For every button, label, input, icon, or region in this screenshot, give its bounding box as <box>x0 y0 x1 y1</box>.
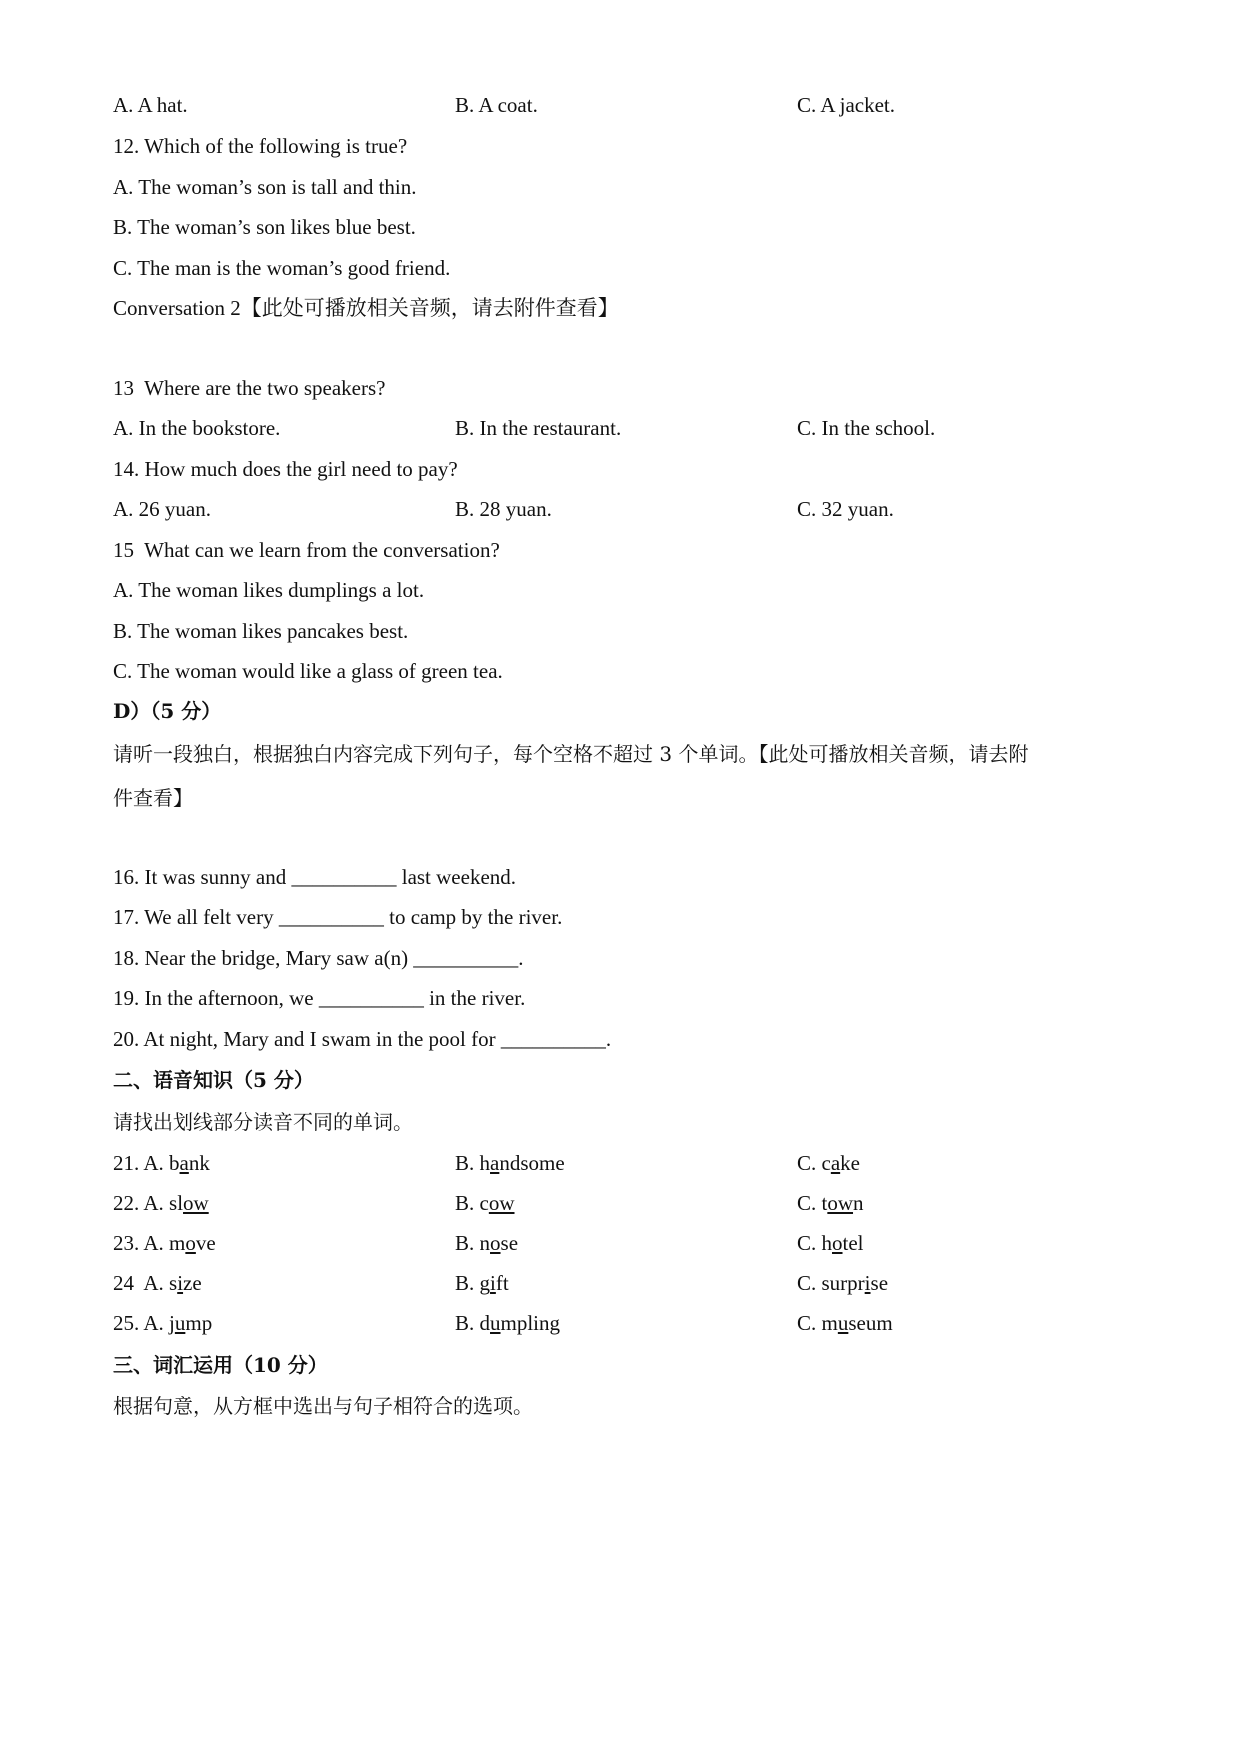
q17-sentence: 17. We all felt very __________ to camp by the river. <box>113 905 563 929</box>
q23-option-b <box>455 1229 518 1257</box>
q24-option-c <box>797 1269 888 1297</box>
q12-option-a: A. The woman’s son is tall and thin. <box>113 175 417 199</box>
q15-option-c: C. The woman would like a glass of green tea. <box>113 659 503 683</box>
q23-number: 23. A. <box>113 1231 170 1255</box>
underlined-part: o <box>832 1231 843 1255</box>
q11-option-a: A. A hat. <box>113 93 188 117</box>
word-part: n <box>853 1191 864 1215</box>
word-part: B. n <box>455 1231 491 1255</box>
vocabulary-instruction: 根据句意，从方框中选出与句子相符合的选项。 <box>113 1394 533 1418</box>
underlined-part: a <box>830 1151 841 1175</box>
q13-question: 13 Where are the two speakers? <box>113 376 386 400</box>
underlined-part: ow <box>183 1191 209 1215</box>
q21-number: 21. A. <box>113 1151 170 1175</box>
q19-sentence: 19. In the afternoon, we __________ in the river. <box>113 986 526 1010</box>
q23-option-a <box>113 1229 216 1257</box>
section-d-heading: D）（5 分） <box>113 699 222 723</box>
q16-sentence: 16. It was sunny and __________ last weekend. <box>113 865 517 889</box>
word-part: B. c <box>455 1191 489 1215</box>
q13-option-a: A. In the bookstore. <box>113 416 281 440</box>
underlined-part: o <box>185 1231 196 1255</box>
word-part: ve <box>195 1231 216 1255</box>
q22-option-c <box>797 1189 864 1217</box>
q13-option-b: B. In the restaurant. <box>455 416 622 440</box>
word-part: C. m <box>797 1311 838 1335</box>
word-part: ft <box>495 1271 509 1295</box>
underlined-part: a <box>490 1151 500 1175</box>
q21-option-b <box>455 1149 565 1177</box>
word-part: sl <box>169 1191 184 1215</box>
q22-number: 22. A. <box>113 1191 170 1215</box>
vocabulary-heading: 三、词汇运用（10 分） <box>113 1353 328 1377</box>
word-part: C. t <box>797 1191 828 1215</box>
underlined-part: ow <box>827 1191 854 1215</box>
word-part: ndsome <box>499 1151 565 1175</box>
word-part: B. g <box>455 1271 491 1295</box>
phonetics-heading: 二、语音知识（5 分） <box>113 1068 314 1092</box>
q23-option-c <box>797 1229 864 1257</box>
q14-question: 14. How much does the girl need to pay? <box>113 457 458 481</box>
q21-option-a <box>113 1149 210 1177</box>
word-part: b <box>169 1151 180 1175</box>
q25-option-a <box>113 1309 212 1337</box>
q14-option-c: C. 32 yuan. <box>797 497 894 521</box>
phonetics-instruction: 请找出划线部分读音不同的单词。 <box>113 1110 413 1134</box>
q22-option-a <box>113 1189 209 1217</box>
underlined-part: i <box>490 1271 496 1295</box>
section-d-instruction-line2: 件查看】 <box>113 786 193 810</box>
word-part: m <box>169 1231 186 1255</box>
underlined-part: i <box>177 1271 184 1295</box>
word-part: tel <box>842 1231 864 1255</box>
q21-option-c <box>797 1149 860 1177</box>
word-part: ke <box>840 1151 860 1175</box>
q15-question: 15 What can we learn from the conversation? <box>113 538 500 562</box>
q24-option-a <box>113 1269 202 1297</box>
q25-number: 25. A. <box>113 1311 170 1335</box>
underlined-part: ow <box>488 1191 515 1215</box>
underlined-part: o <box>490 1231 501 1255</box>
underlined-part: a <box>179 1151 189 1175</box>
q12-option-c: C. The man is the woman’s good friend. <box>113 256 451 280</box>
q12-question: 12. Which of the following is true? <box>113 134 408 158</box>
conversation2-label: Conversation 2【此处可播放相关音频，请去附件查看】 <box>113 296 619 320</box>
q24-number: 24 A. <box>113 1271 170 1295</box>
underlined-part: u <box>837 1311 849 1335</box>
underlined-part: i <box>864 1271 871 1295</box>
word-part: C. c <box>797 1151 831 1175</box>
q14-option-a: A. 26 yuan. <box>113 497 211 521</box>
section-d-instruction-line1: 请听一段独白，根据独白内容完成下列句子，每个空格不超过 3 个单词。【此处可播放相关音频，请去附 <box>113 742 1029 766</box>
q20-sentence: 20. At night, Mary and I swam in the pool for __________. <box>113 1027 612 1051</box>
q24-option-b <box>455 1269 509 1297</box>
q15-option-a: A. The woman likes dumplings a lot. <box>113 578 425 602</box>
word-part: B. d <box>455 1311 491 1335</box>
word-part: se <box>870 1271 889 1295</box>
q25-option-b <box>455 1309 560 1337</box>
word-part: B. h <box>455 1151 491 1175</box>
underlined-part: u <box>174 1311 186 1335</box>
word-part: s <box>169 1271 178 1295</box>
q18-sentence: 18. Near the bridge, Mary saw a(n) __________. <box>113 946 524 970</box>
word-part: nk <box>188 1151 210 1175</box>
word-part: ze <box>183 1271 202 1295</box>
word-part: j <box>169 1311 175 1335</box>
word-part: mp <box>185 1311 213 1335</box>
underlined-part: u <box>490 1311 501 1335</box>
q22-option-b <box>455 1189 515 1217</box>
q13-option-c: C. In the school. <box>797 416 936 440</box>
word-part: seum <box>848 1311 893 1335</box>
q15-option-b: B. The woman likes pancakes best. <box>113 619 409 643</box>
q11-option-c: C. A jacket. <box>797 93 895 117</box>
q12-option-b: B. The woman’s son likes blue best. <box>113 215 416 239</box>
q14-option-b: B. 28 yuan. <box>455 497 552 521</box>
q25-option-c <box>797 1309 893 1337</box>
word-part: mpling <box>500 1311 561 1335</box>
word-part: C. h <box>797 1231 833 1255</box>
word-part: se <box>500 1231 519 1255</box>
word-part: C. surpr <box>797 1271 865 1295</box>
q11-option-b: B. A coat. <box>455 93 538 117</box>
